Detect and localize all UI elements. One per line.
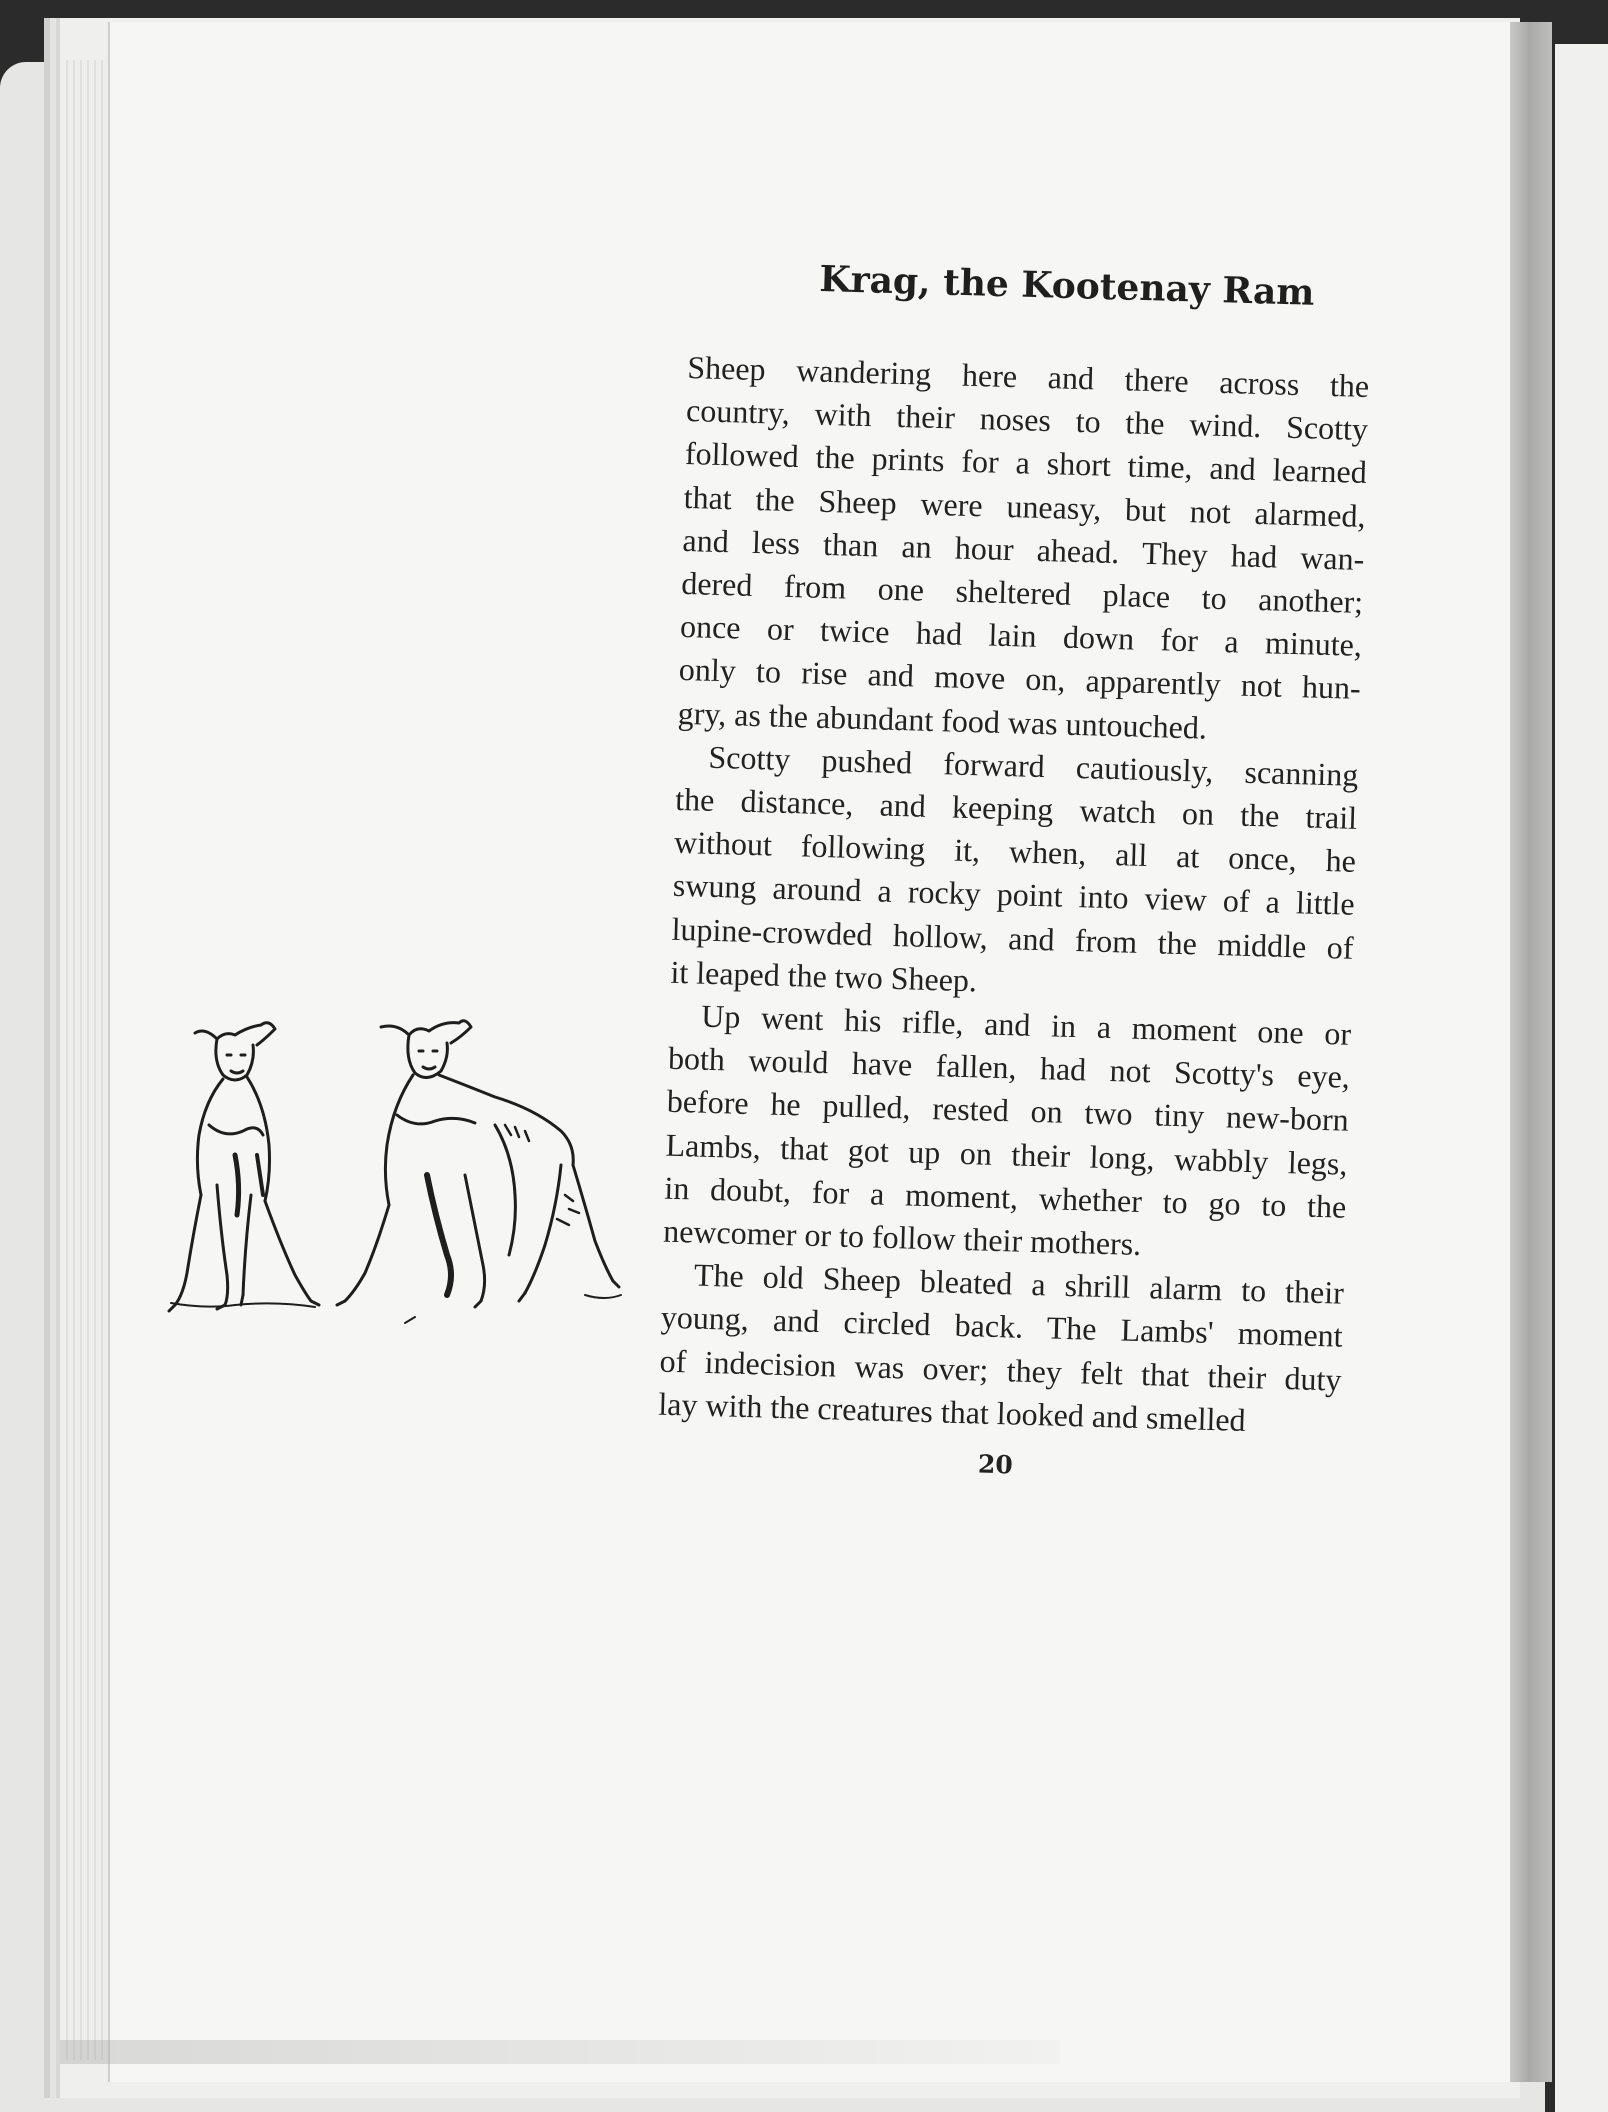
paragraph (677, 346, 1370, 754)
two-lambs-sketch (165, 1005, 625, 1355)
text-line: Up went his rifle, and in a moment one or (700, 997, 1352, 1052)
text-line: once or twice had lain down for a minute, (679, 608, 1363, 664)
text-line: dered from one sheltered place to another; (680, 564, 1364, 620)
text-line: newcomer or to follow their mothers. (662, 1212, 1142, 1263)
text-line: both would have fallen, had not Scotty's eye, (667, 1039, 1351, 1096)
page-number: 20 (977, 1449, 1014, 1480)
text-line: that the Sheep were uneasy, but not alarmed, (683, 478, 1367, 534)
text-line: without following it, when, all at once, he (673, 824, 1357, 880)
paragraph (670, 735, 1359, 1013)
text-line: it leaped the two Sheep. (670, 953, 978, 999)
text-line: lupine-crowded hollow, and from the middle of (671, 910, 1354, 966)
text-line: of indecision was over; they felt that their duty (659, 1342, 1342, 1398)
lambs-illustration (165, 1005, 625, 1355)
text-line: Sheep wandering here and there across the (686, 348, 1370, 405)
body-text (658, 346, 1370, 1445)
text-line: Scotty pushed forward cautiously, scanning (708, 738, 1359, 793)
text-line: young, and circled back. The Lambs' moment (660, 1299, 1344, 1355)
text-line: the distance, and keeping watch on the trail (674, 780, 1358, 836)
text-line: gry, as the abundant food was untouched. (677, 694, 1208, 746)
text-line: Lambs, that got up on their long, wabbly legs, (665, 1126, 1348, 1182)
running-head: Krag, the Kootenay Ram (818, 258, 1316, 314)
paragraph (658, 1253, 1345, 1445)
bottom-shadow (60, 2040, 1060, 2064)
text-line: in doubt, for a moment, whether to go to the (663, 1169, 1347, 1225)
text-line: and less than an hour ahead. They had wan- (682, 521, 1365, 577)
page-edges (66, 60, 110, 2060)
text-line: country, with their noses to the wind. Scotty (685, 392, 1369, 448)
text-line: lay with the creatures that looked and smelled (657, 1385, 1247, 1438)
facing-page-edge (1555, 44, 1608, 2112)
text-line: swung around a rocky point into view of a little (672, 867, 1356, 923)
text-line: only to rise and move on, apparently not hun- (678, 651, 1362, 707)
text-line: before he pulled, rested on two tiny new-born (666, 1083, 1350, 1139)
paragraph (663, 994, 1352, 1272)
text-line: followed the prints for a short time, and learned (684, 435, 1368, 491)
text-line: The old Sheep bleated a shrill alarm to their (693, 1256, 1345, 1311)
